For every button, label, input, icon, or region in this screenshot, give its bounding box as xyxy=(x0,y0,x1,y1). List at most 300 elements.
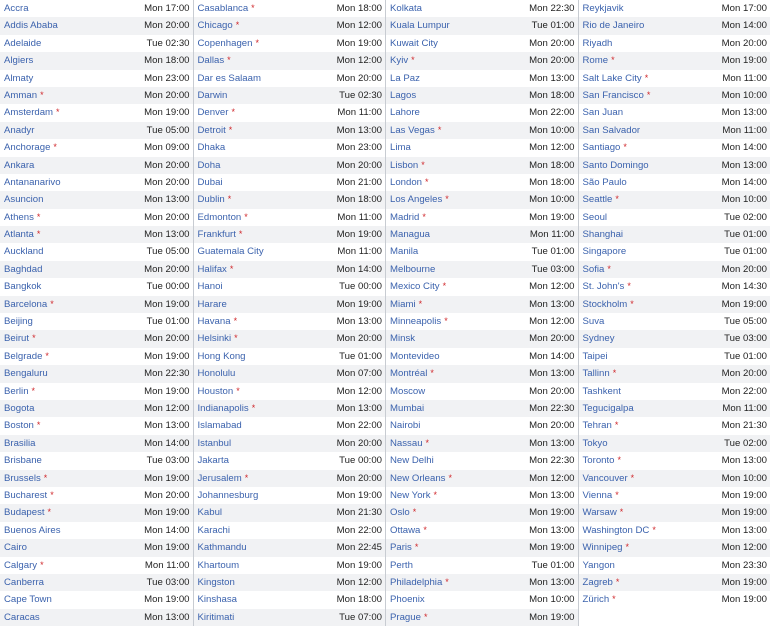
city-name[interactable]: Minsk xyxy=(390,333,416,345)
city-row[interactable] xyxy=(579,400,770,417)
city-link[interactable] xyxy=(198,296,227,313)
city-name[interactable]: Riyadh xyxy=(582,37,613,49)
city-link[interactable] xyxy=(390,452,434,469)
city-name[interactable]: Kuala Lumpur xyxy=(390,20,450,32)
city-name[interactable]: Kyiv xyxy=(390,55,409,67)
city-name[interactable]: Addis Ababa xyxy=(4,20,58,32)
city-row[interactable] xyxy=(194,313,386,330)
city-row[interactable] xyxy=(579,365,770,382)
city-name[interactable]: Zürich xyxy=(582,594,610,606)
city-name[interactable]: Khartoum xyxy=(197,559,240,571)
city-row[interactable] xyxy=(386,278,578,295)
city-name[interactable]: Tallinn xyxy=(582,368,610,380)
city-row[interactable] xyxy=(194,0,386,17)
city-link[interactable] xyxy=(4,104,60,121)
city-row[interactable] xyxy=(194,70,386,87)
city-row[interactable] xyxy=(194,470,386,487)
city-row[interactable] xyxy=(0,557,193,574)
city-name[interactable]: Toronto xyxy=(582,455,615,467)
city-link[interactable] xyxy=(390,470,452,487)
city-name[interactable]: Anchorage xyxy=(4,142,51,154)
city-name[interactable]: Boston xyxy=(4,420,34,432)
city-name[interactable]: Hong Kong xyxy=(197,350,246,362)
city-link[interactable] xyxy=(390,313,448,330)
city-name[interactable]: Ottawa xyxy=(390,524,421,536)
city-name[interactable]: Madrid xyxy=(390,211,420,223)
city-link[interactable] xyxy=(4,70,33,87)
city-link[interactable] xyxy=(390,557,413,574)
city-link[interactable] xyxy=(198,539,247,556)
city-name[interactable]: Bogota xyxy=(4,402,35,414)
city-link[interactable] xyxy=(4,278,41,295)
city-row[interactable] xyxy=(579,348,770,365)
city-row[interactable] xyxy=(386,365,578,382)
city-name[interactable]: Karachi xyxy=(197,524,231,536)
city-row[interactable] xyxy=(0,174,193,191)
city-row[interactable] xyxy=(579,17,770,34)
city-link[interactable] xyxy=(198,191,232,208)
city-name[interactable]: Johannesburg xyxy=(197,489,259,501)
city-link[interactable] xyxy=(4,209,40,226)
city-link[interactable] xyxy=(583,313,605,330)
city-name[interactable]: Rio de Janeiro xyxy=(582,20,645,32)
city-row[interactable] xyxy=(386,296,578,313)
city-name[interactable]: Dubai xyxy=(197,176,223,188)
city-row[interactable] xyxy=(579,574,770,591)
city-link[interactable] xyxy=(4,296,54,313)
city-name[interactable]: São Paulo xyxy=(582,176,627,188)
city-row[interactable] xyxy=(579,383,770,400)
city-link[interactable] xyxy=(583,243,627,260)
city-row[interactable] xyxy=(386,417,578,434)
city-link[interactable] xyxy=(390,226,430,243)
city-name[interactable]: New Delhi xyxy=(390,455,434,467)
city-row[interactable] xyxy=(194,539,386,556)
city-row[interactable] xyxy=(386,261,578,278)
city-name[interactable]: St. John's xyxy=(582,281,625,293)
city-row[interactable] xyxy=(579,417,770,434)
city-link[interactable] xyxy=(583,296,634,313)
city-row[interactable] xyxy=(579,330,770,347)
city-link[interactable] xyxy=(4,557,44,574)
city-link[interactable] xyxy=(4,522,61,539)
city-name[interactable]: Minneapolis xyxy=(390,316,442,328)
city-link[interactable] xyxy=(198,348,246,365)
city-link[interactable] xyxy=(390,591,425,608)
city-row[interactable] xyxy=(0,157,193,174)
city-row[interactable] xyxy=(579,522,770,539)
city-row[interactable] xyxy=(0,278,193,295)
city-name[interactable]: Jerusalem xyxy=(197,472,242,484)
city-name[interactable]: Bengaluru xyxy=(4,368,48,380)
city-link[interactable] xyxy=(198,174,223,191)
city-row[interactable] xyxy=(194,52,386,69)
city-name[interactable]: Bangkok xyxy=(4,281,42,293)
city-name[interactable]: Las Vegas xyxy=(390,124,435,136)
city-name[interactable]: Managua xyxy=(390,229,431,241)
city-link[interactable] xyxy=(198,470,249,487)
city-link[interactable] xyxy=(198,52,231,69)
city-name[interactable]: Buenos Aires xyxy=(4,524,61,536)
city-name[interactable]: Tokyo xyxy=(582,437,608,449)
city-name[interactable]: Washington DC xyxy=(582,524,650,536)
city-link[interactable] xyxy=(390,348,440,365)
city-name[interactable]: New Orleans xyxy=(390,472,446,484)
city-link[interactable] xyxy=(583,574,620,591)
city-link[interactable] xyxy=(4,330,36,347)
city-link[interactable] xyxy=(4,226,40,243)
city-name[interactable]: Sofia xyxy=(582,263,605,275)
city-link[interactable] xyxy=(390,174,429,191)
city-name[interactable]: Yangon xyxy=(582,559,615,571)
city-name[interactable]: Los Angeles xyxy=(390,194,443,206)
city-name[interactable]: Bucharest xyxy=(4,489,48,501)
city-name[interactable]: Kathmandu xyxy=(197,542,247,554)
city-link[interactable] xyxy=(198,209,248,226)
city-name[interactable]: Tegucigalpa xyxy=(582,402,634,414)
city-name[interactable]: Detroit xyxy=(197,124,226,136)
city-link[interactable] xyxy=(198,313,238,330)
city-name[interactable]: Doha xyxy=(197,159,221,171)
city-name[interactable]: Islamabad xyxy=(197,420,242,432)
city-name[interactable]: Manila xyxy=(390,246,419,258)
city-row[interactable] xyxy=(386,504,578,521)
city-name[interactable]: Adelaide xyxy=(4,37,42,49)
city-row[interactable] xyxy=(0,348,193,365)
city-row[interactable] xyxy=(579,591,770,608)
city-link[interactable] xyxy=(583,348,608,365)
city-name[interactable]: Darwin xyxy=(197,89,228,101)
city-link[interactable] xyxy=(390,278,446,295)
city-row[interactable] xyxy=(194,557,386,574)
city-link[interactable] xyxy=(4,574,44,591)
city-row[interactable] xyxy=(0,70,193,87)
city-name[interactable]: Tehran xyxy=(582,420,612,432)
city-row[interactable] xyxy=(194,365,386,382)
city-row[interactable] xyxy=(0,104,193,121)
city-link[interactable] xyxy=(390,574,449,591)
city-name[interactable]: Copenhagen xyxy=(197,37,253,49)
city-link[interactable] xyxy=(4,591,52,608)
city-name[interactable]: Edmonton xyxy=(197,211,242,223)
city-link[interactable] xyxy=(583,0,624,17)
city-row[interactable] xyxy=(0,226,193,243)
city-row[interactable] xyxy=(0,191,193,208)
city-name[interactable]: Nairobi xyxy=(390,420,421,432)
city-name[interactable]: Brasilia xyxy=(4,437,36,449)
city-link[interactable] xyxy=(583,278,631,295)
city-name[interactable]: La Paz xyxy=(390,72,420,84)
city-link[interactable] xyxy=(198,400,256,417)
city-row[interactable] xyxy=(579,157,770,174)
city-link[interactable] xyxy=(390,417,420,434)
city-name[interactable]: Lagos xyxy=(390,89,417,101)
city-link[interactable] xyxy=(4,609,40,626)
city-link[interactable] xyxy=(390,191,449,208)
city-name[interactable]: Suva xyxy=(582,316,605,328)
city-row[interactable] xyxy=(579,122,770,139)
city-name[interactable]: Taipei xyxy=(582,350,608,362)
city-name[interactable]: Atlanta xyxy=(4,229,34,241)
city-row[interactable] xyxy=(194,400,386,417)
city-link[interactable] xyxy=(583,330,615,347)
city-row[interactable] xyxy=(194,296,386,313)
city-row[interactable] xyxy=(0,522,193,539)
city-name[interactable]: Auckland xyxy=(4,246,44,258)
city-row[interactable] xyxy=(0,609,193,626)
city-link[interactable] xyxy=(198,278,223,295)
city-name[interactable]: Istanbul xyxy=(197,437,232,449)
city-row[interactable] xyxy=(194,383,386,400)
city-name[interactable]: Brussels xyxy=(4,472,41,484)
city-name[interactable]: Singapore xyxy=(582,246,627,258)
city-row[interactable] xyxy=(386,313,578,330)
city-link[interactable] xyxy=(4,87,44,104)
city-link[interactable] xyxy=(390,209,426,226)
city-link[interactable] xyxy=(4,487,54,504)
city-row[interactable] xyxy=(386,609,578,626)
city-link[interactable] xyxy=(198,383,240,400)
city-link[interactable] xyxy=(198,104,235,121)
city-row[interactable] xyxy=(386,226,578,243)
city-link[interactable] xyxy=(4,191,43,208)
city-row[interactable] xyxy=(579,0,770,17)
city-row[interactable] xyxy=(386,0,578,17)
city-name[interactable]: Asuncion xyxy=(4,194,44,206)
city-link[interactable] xyxy=(390,522,427,539)
city-name[interactable]: San Francisco xyxy=(582,89,644,101)
city-name[interactable]: Kolkata xyxy=(390,3,422,14)
city-row[interactable] xyxy=(0,87,193,104)
city-row[interactable] xyxy=(0,417,193,434)
city-row[interactable] xyxy=(194,174,386,191)
city-link[interactable] xyxy=(583,557,615,574)
city-row[interactable] xyxy=(579,104,770,121)
city-row[interactable] xyxy=(194,87,386,104)
city-row[interactable] xyxy=(194,191,386,208)
city-row[interactable] xyxy=(386,348,578,365)
city-row[interactable] xyxy=(579,35,770,52)
city-name[interactable]: Beirut xyxy=(4,333,30,345)
city-link[interactable] xyxy=(198,609,235,626)
city-name[interactable]: Budapest xyxy=(4,507,45,519)
city-link[interactable] xyxy=(198,452,229,469)
city-row[interactable] xyxy=(579,487,770,504)
city-link[interactable] xyxy=(198,504,223,521)
city-link[interactable] xyxy=(198,157,221,174)
city-link[interactable] xyxy=(390,243,418,260)
city-link[interactable] xyxy=(198,35,259,52)
city-link[interactable] xyxy=(198,243,264,260)
city-name[interactable]: Sydney xyxy=(582,333,615,345)
city-name[interactable]: Zagreb xyxy=(582,576,613,588)
city-row[interactable] xyxy=(386,52,578,69)
city-name[interactable]: Prague xyxy=(390,611,421,623)
city-row[interactable] xyxy=(0,330,193,347)
city-name[interactable]: Miami xyxy=(390,298,416,310)
city-name[interactable]: Guatemala City xyxy=(197,246,264,258)
city-name[interactable]: Amman xyxy=(4,89,38,101)
city-link[interactable] xyxy=(4,417,40,434)
city-row[interactable] xyxy=(0,574,193,591)
city-row[interactable] xyxy=(579,557,770,574)
city-name[interactable]: San Juan xyxy=(582,107,624,119)
city-name[interactable]: Antananarivo xyxy=(4,176,61,188)
city-link[interactable] xyxy=(583,400,634,417)
city-row[interactable] xyxy=(0,487,193,504)
city-row[interactable] xyxy=(579,452,770,469)
city-row[interactable] xyxy=(579,296,770,313)
city-row[interactable] xyxy=(579,70,770,87)
city-row[interactable] xyxy=(194,348,386,365)
city-link[interactable] xyxy=(198,0,255,17)
city-row[interactable] xyxy=(0,17,193,34)
city-link[interactable] xyxy=(583,104,624,121)
city-link[interactable] xyxy=(390,400,424,417)
city-name[interactable]: Reykjavik xyxy=(582,3,624,14)
city-row[interactable] xyxy=(0,400,193,417)
city-link[interactable] xyxy=(4,157,34,174)
city-row[interactable] xyxy=(386,70,578,87)
city-name[interactable]: Canberra xyxy=(4,576,44,588)
city-row[interactable] xyxy=(579,504,770,521)
city-name[interactable]: Caracas xyxy=(4,611,40,623)
city-link[interactable] xyxy=(390,609,427,626)
city-link[interactable] xyxy=(198,557,240,574)
city-row[interactable] xyxy=(386,330,578,347)
city-link[interactable] xyxy=(390,539,418,556)
city-link[interactable] xyxy=(198,17,240,34)
city-name[interactable]: Helsinki xyxy=(197,333,232,345)
city-link[interactable] xyxy=(4,435,35,452)
city-row[interactable] xyxy=(386,139,578,156)
city-row[interactable] xyxy=(0,35,193,52)
city-link[interactable] xyxy=(4,243,43,260)
city-row[interactable] xyxy=(386,574,578,591)
city-row[interactable] xyxy=(579,139,770,156)
city-link[interactable] xyxy=(198,435,232,452)
city-row[interactable] xyxy=(194,139,386,156)
city-name[interactable]: Halifax xyxy=(197,263,227,275)
city-name[interactable]: Jakarta xyxy=(197,455,229,467)
city-link[interactable] xyxy=(198,261,234,278)
city-name[interactable]: Lisbon xyxy=(390,159,419,171)
city-row[interactable] xyxy=(386,539,578,556)
city-row[interactable] xyxy=(579,261,770,278)
city-link[interactable] xyxy=(4,122,34,139)
city-link[interactable] xyxy=(583,226,624,243)
city-row[interactable] xyxy=(579,470,770,487)
city-link[interactable] xyxy=(4,470,47,487)
city-row[interactable] xyxy=(0,52,193,69)
city-link[interactable] xyxy=(198,365,236,382)
city-row[interactable] xyxy=(194,122,386,139)
city-link[interactable] xyxy=(583,17,645,34)
city-name[interactable]: Dhaka xyxy=(197,142,226,154)
city-name[interactable]: Chicago xyxy=(197,20,233,32)
city-link[interactable] xyxy=(4,174,61,191)
city-name[interactable]: Salt Lake City xyxy=(582,72,642,84)
city-name[interactable]: Beijing xyxy=(4,316,33,328)
city-name[interactable]: Calgary xyxy=(4,559,38,571)
city-link[interactable] xyxy=(583,70,649,87)
city-row[interactable] xyxy=(194,417,386,434)
city-row[interactable] xyxy=(386,243,578,260)
city-link[interactable] xyxy=(198,330,238,347)
city-name[interactable]: Cairo xyxy=(4,542,27,554)
city-name[interactable]: Phoenix xyxy=(390,594,425,606)
city-link[interactable] xyxy=(390,104,420,121)
city-link[interactable] xyxy=(4,313,33,330)
city-row[interactable] xyxy=(0,504,193,521)
city-link[interactable] xyxy=(198,226,243,243)
city-link[interactable] xyxy=(198,70,261,87)
city-link[interactable] xyxy=(198,417,242,434)
city-row[interactable] xyxy=(386,591,578,608)
city-name[interactable]: Anadyr xyxy=(4,124,35,136)
city-name[interactable]: Warsaw xyxy=(582,507,617,519)
city-row[interactable] xyxy=(194,522,386,539)
city-row[interactable] xyxy=(386,522,578,539)
city-row[interactable] xyxy=(194,243,386,260)
city-name[interactable]: Accra xyxy=(4,3,29,14)
city-row[interactable] xyxy=(386,122,578,139)
city-link[interactable] xyxy=(583,139,627,156)
city-row[interactable] xyxy=(0,122,193,139)
city-row[interactable] xyxy=(386,487,578,504)
city-link[interactable] xyxy=(198,122,233,139)
city-name[interactable]: Perth xyxy=(390,559,413,571)
city-link[interactable] xyxy=(4,365,48,382)
city-name[interactable]: Melbourne xyxy=(390,263,436,275)
city-name[interactable]: Santiago xyxy=(582,142,621,154)
city-name[interactable]: Dar es Salaam xyxy=(197,72,261,84)
city-link[interactable] xyxy=(198,591,237,608)
city-name[interactable]: San Salvador xyxy=(582,124,641,136)
city-name[interactable]: Algiers xyxy=(4,55,34,67)
city-row[interactable] xyxy=(579,209,770,226)
city-row[interactable] xyxy=(0,470,193,487)
city-name[interactable]: Honolulu xyxy=(197,368,236,380)
city-link[interactable] xyxy=(4,400,34,417)
city-link[interactable] xyxy=(390,157,425,174)
city-name[interactable]: Dublin xyxy=(197,194,225,206)
city-link[interactable] xyxy=(390,487,437,504)
city-link[interactable] xyxy=(390,435,429,452)
city-link[interactable] xyxy=(4,383,35,400)
city-link[interactable] xyxy=(390,330,415,347)
city-row[interactable] xyxy=(194,35,386,52)
city-name[interactable]: Hanoi xyxy=(197,281,223,293)
city-name[interactable]: Cape Town xyxy=(4,594,52,606)
city-row[interactable] xyxy=(0,139,193,156)
city-row[interactable] xyxy=(194,504,386,521)
city-link[interactable] xyxy=(583,504,624,521)
city-name[interactable]: Montevideo xyxy=(390,350,440,362)
city-name[interactable]: Brisbane xyxy=(4,455,42,467)
city-link[interactable] xyxy=(390,504,416,521)
city-row[interactable] xyxy=(194,226,386,243)
city-row[interactable] xyxy=(194,209,386,226)
city-row[interactable] xyxy=(0,296,193,313)
city-row[interactable] xyxy=(194,17,386,34)
city-link[interactable] xyxy=(198,139,226,156)
city-link[interactable] xyxy=(390,87,416,104)
city-link[interactable] xyxy=(583,591,616,608)
city-row[interactable] xyxy=(0,261,193,278)
city-row[interactable] xyxy=(194,278,386,295)
city-name[interactable]: Santo Domingo xyxy=(582,159,649,171)
